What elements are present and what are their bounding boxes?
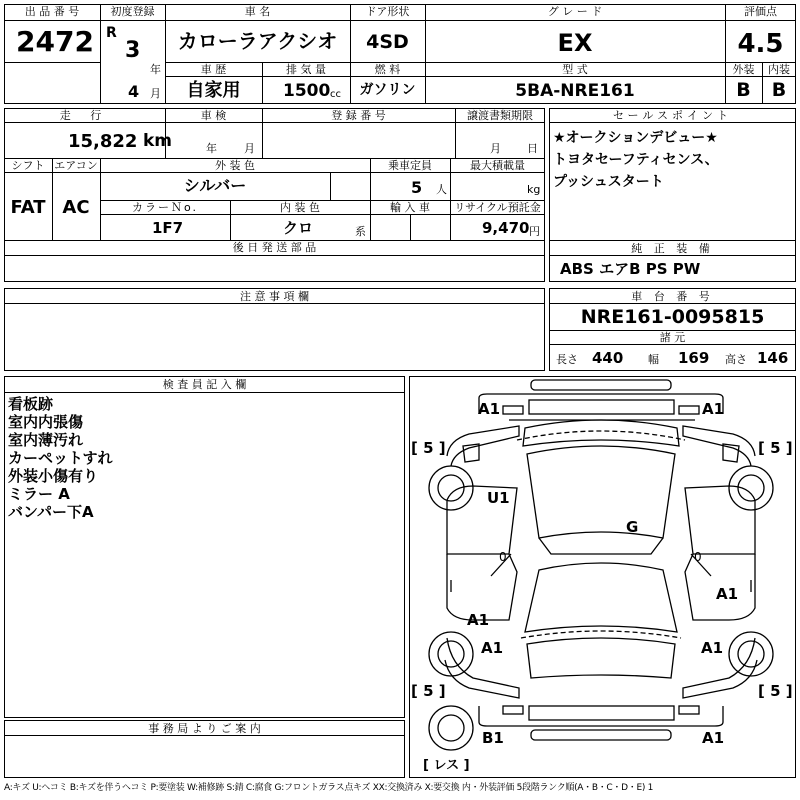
- capacity-label: 乗車定員: [388, 159, 432, 172]
- capacity: 5: [411, 178, 423, 197]
- grade: EX: [557, 29, 593, 57]
- office-notice-label: 事 務 局 よ り ご 案 内: [148, 722, 261, 735]
- legend: A:キズ U:ヘコミ B:キズを伴うヘコミ P:要塗装 W:補修跡 S:錆 C:腐食 G:フロントガラス点キズ XX:交換済み X:要交換 内・外装評価 5段階ランク順(A・B・C・D・E) 1: [4, 783, 654, 793]
- grade-label: グ レ ー ド: [547, 5, 603, 18]
- tire-front-left: [ 5 ]: [411, 439, 446, 457]
- mark-left-rear-door: A1: [467, 611, 490, 629]
- inspector-note: 室内内張傷: [8, 413, 84, 431]
- score: 4.5: [737, 29, 784, 59]
- mark-right-rear-wheel: A1: [701, 639, 724, 657]
- lot-number-label: 出 品 番 号: [24, 5, 80, 18]
- registration-number-label: 登 録 番 号: [331, 109, 386, 122]
- displacement: 1500: [283, 81, 331, 101]
- transfer-deadline-label: 譲渡書類期限: [467, 109, 533, 122]
- inspector-note: 看板跡: [8, 395, 54, 413]
- mark-left-rocker: 0: [499, 550, 507, 564]
- mark-rear-bumper-right: A1: [702, 729, 725, 747]
- interior-color-label: 内 装 色: [280, 201, 320, 214]
- sales-point-line: トヨタセーフティセンス、: [553, 152, 719, 168]
- mileage-label: 走 行: [59, 109, 110, 122]
- displacement-unit: cc: [330, 89, 341, 100]
- month-unit: 月: [150, 87, 161, 100]
- interior-grade-label: 内装: [768, 63, 790, 76]
- interior-color: クロ: [283, 219, 314, 237]
- registration-year: 3: [125, 38, 141, 63]
- equipment-label: 純 正 装 備: [631, 242, 714, 255]
- equipment-items: ABS エアB PS PW: [560, 260, 701, 278]
- exterior-color: シルバー: [183, 176, 247, 195]
- first-registration-label: 初度登録: [110, 5, 155, 18]
- sales-point-line: ★オークションデビュー★: [553, 130, 718, 146]
- car-diagram: [409, 376, 796, 778]
- inspector-note: バンパー下A: [8, 503, 94, 521]
- inspector-note: ミラー A: [8, 485, 70, 503]
- inspector-note: 外装小傷有り: [8, 467, 99, 485]
- transfer-month-unit: 月: [490, 142, 501, 155]
- caution-label: 注 意 事 項 欄: [240, 290, 309, 303]
- inspector-note: 室内薄汚れ: [8, 431, 84, 449]
- height-label: 高さ: [725, 353, 747, 366]
- fuel-label: 燃 料: [374, 63, 401, 76]
- width-label: 幅: [648, 353, 659, 366]
- recycle-deposit-label: リサイクル預託金: [454, 201, 541, 214]
- mark-roof: G: [626, 518, 639, 536]
- exterior-color-label: 外 装 色: [215, 159, 255, 172]
- door-label: ドア形状: [365, 5, 410, 18]
- mark-rear-bumper-left: B1: [482, 729, 504, 747]
- mark-right-rear-door: A1: [716, 585, 739, 603]
- capacity-unit: 人: [436, 183, 447, 196]
- model-code: 5BA-NRE161: [515, 81, 635, 101]
- specs-label: 諸 元: [659, 331, 686, 344]
- inspector-notes-label: 検 査 員 記 入 欄: [162, 378, 247, 391]
- mileage: 15,822: [68, 131, 138, 152]
- max-load-unit: kg: [527, 183, 541, 196]
- mark-right-rocker: 0: [694, 550, 702, 564]
- length: 440: [592, 349, 624, 367]
- mark-left-front-door: U1: [487, 489, 510, 507]
- transfer-day-unit: 日: [527, 142, 538, 155]
- import-label: 輸 入 車: [390, 201, 430, 214]
- mark-left-rear-wheel: A1: [481, 639, 504, 657]
- car-name: カローラアクシオ: [177, 29, 338, 53]
- model-label: 型 式: [562, 63, 588, 76]
- interior-grade: B: [771, 79, 787, 101]
- aircon-label: エアコン: [54, 159, 98, 172]
- shift-label: シフト: [11, 159, 45, 172]
- year-unit: 年: [150, 63, 161, 76]
- inspection-label: 車 検: [200, 109, 227, 122]
- max-load-label: 最大積載量: [470, 159, 525, 172]
- registration-month: 4: [128, 82, 140, 101]
- mileage-unit: km: [143, 131, 173, 151]
- exterior-grade: B: [736, 79, 751, 101]
- sales-points-label: セールスポイント: [612, 109, 732, 122]
- height: 146: [757, 349, 789, 367]
- displacement-label: 排 気 量: [286, 63, 326, 76]
- recycle-unit: 円: [529, 225, 540, 238]
- shift: FAT: [10, 197, 46, 218]
- width: 169: [678, 349, 710, 367]
- score-label: 評価点: [744, 5, 777, 18]
- door-type: 4SD: [366, 31, 409, 53]
- inspection-month-unit: 月: [244, 142, 255, 155]
- era: R: [106, 25, 117, 41]
- exterior-grade-label: 外装: [732, 63, 755, 76]
- color-number-label: カラーＮo.: [131, 201, 199, 214]
- lot-number: 2472: [16, 25, 94, 58]
- tire-rear-right: [ 5 ]: [758, 682, 793, 700]
- recycle-deposit: 9,470: [482, 219, 530, 237]
- aircon: AC: [62, 197, 90, 218]
- length-label: 長さ: [556, 353, 578, 366]
- spare-tire: [ レス ]: [423, 758, 470, 773]
- tire-rear-left: [ 5 ]: [411, 682, 446, 700]
- inspector-notes-list: [8, 395, 113, 521]
- tire-front-right: [ 5 ]: [758, 439, 793, 457]
- later-parts-label: 後 日 発 送 部 品: [232, 241, 317, 254]
- color-number: 1F7: [152, 219, 184, 237]
- inspector-note: カーペットすれ: [8, 449, 113, 467]
- inspection-year-unit: 年: [206, 142, 217, 155]
- history-label: 車 歴: [200, 63, 227, 76]
- interior-color-unit: 系: [355, 225, 366, 238]
- mark-front-right: A1: [702, 400, 725, 418]
- fuel: ガソリン: [359, 82, 416, 98]
- chassis-number: NRE161-0095815: [580, 306, 765, 328]
- car-name-label: 車 名: [244, 5, 271, 18]
- sales-point-line: プッシュスタート: [553, 174, 664, 190]
- mark-front-left: A1: [478, 400, 501, 418]
- chassis-number-label: 車 台 番 号: [631, 290, 714, 303]
- sales-points-list: [553, 127, 719, 193]
- history: 自家用: [186, 80, 241, 101]
